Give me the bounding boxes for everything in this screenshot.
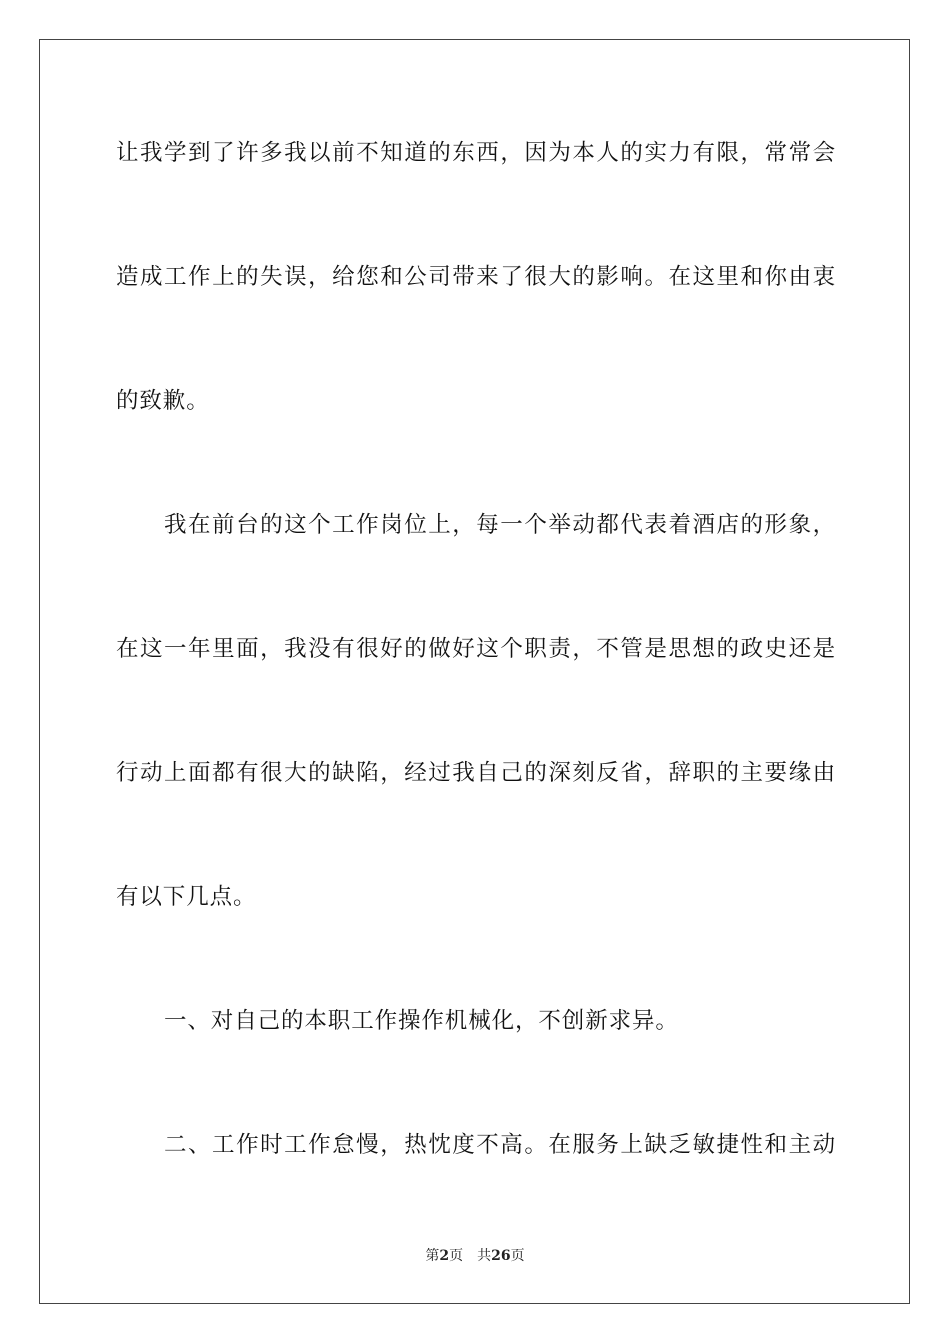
page-suffix: 页 [449, 1248, 464, 1264]
page-footer [0, 1246, 950, 1266]
body-text-line: 有以下几点。 [116, 884, 257, 910]
body-text-line: 在这一年里面，我没有很好的做好这个职责，不管是思想的政史还是 [116, 636, 836, 662]
body-text-line: 我在前台的这个工作岗位上，每一个举动都代表着酒店的形象， [164, 512, 836, 538]
body-text-line: 造成工作上的失误，给您和公司带来了很大的影响。在这里和你由衷 [116, 264, 836, 290]
body-text-line: 一、对自己的本职工作操作机械化，不创新求异。 [164, 1008, 679, 1034]
body-text-line: 让我学到了许多我以前不知道的东西，因为本人的实力有限，常常会 [116, 140, 836, 166]
page-number: 2 [439, 1248, 450, 1264]
total-pages: 26 [491, 1248, 511, 1264]
body-text-line: 行动上面都有很大的缺陷，经过我自己的深刻反省，辞职的主要缘由 [116, 760, 836, 786]
page-border [39, 39, 910, 1304]
total-suffix: 页 [510, 1248, 525, 1264]
body-text-line: 二、工作时工作怠慢，热忱度不高。在服务上缺乏敏捷性和主动 [164, 1132, 836, 1158]
body-text-line: 的致歉。 [116, 388, 210, 414]
page-prefix: 第 [425, 1248, 440, 1264]
total-prefix: 共 [477, 1248, 492, 1264]
